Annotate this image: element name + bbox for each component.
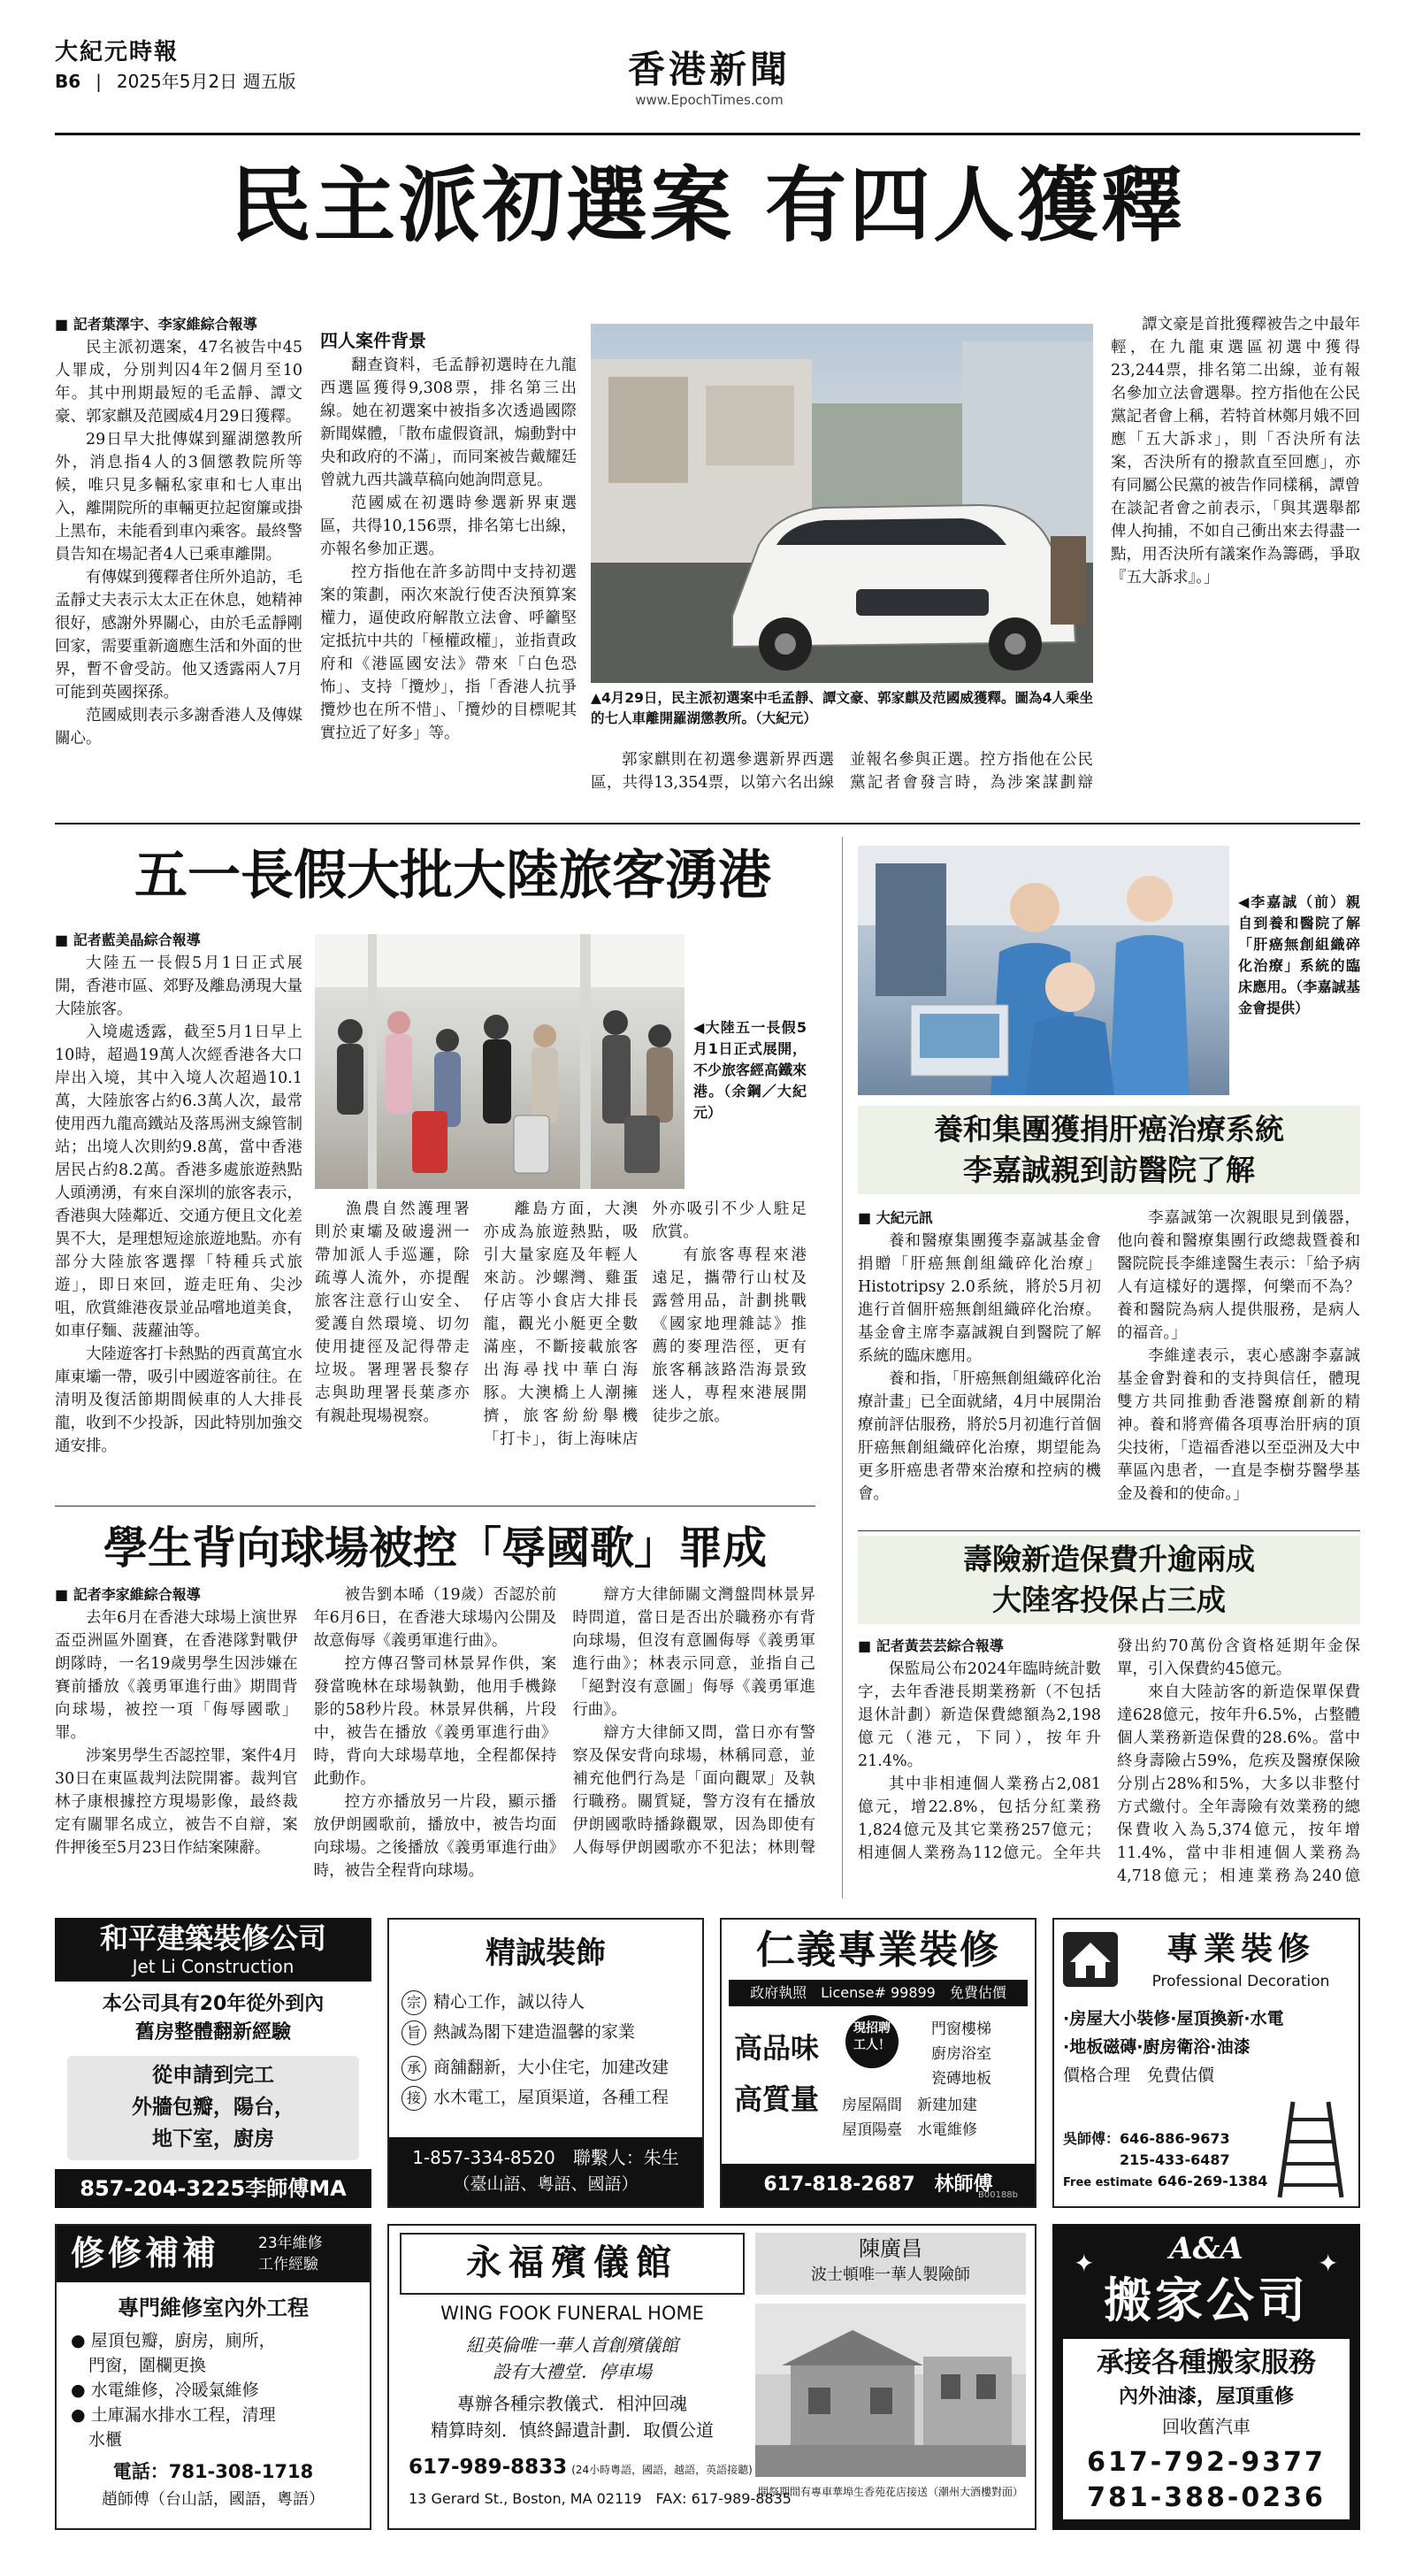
paper-logo: 大紀元時報 bbox=[55, 39, 180, 65]
ad-line: 外牆包瓣，陽台， bbox=[132, 2096, 294, 2119]
ad-contacts[interactable] bbox=[1063, 2128, 1275, 2194]
ad-line: 門窗，圍欄更換 bbox=[88, 2356, 207, 2375]
service-item: 水電維修 bbox=[917, 2121, 977, 2139]
story1-photo-caption: ▲4月29日，民主派初選案中毛孟靜、譚文豪、郭家麒及范國威獲釋。圖為4人乘坐的七人車離開羅湖懲教所。（大紀元） bbox=[591, 690, 1093, 726]
ad-aa-moving[interactable] bbox=[1052, 2224, 1360, 2530]
ad-line: 精心工作，誠以待人 bbox=[433, 1992, 585, 2012]
phone-number[interactable]: 1-857-334-8520 bbox=[412, 2147, 555, 2168]
page-number: B6 | 2025年5月2日 週五版 bbox=[55, 71, 296, 92]
website: www.EpochTimes.com bbox=[635, 92, 784, 108]
contact-name: 聯繫人：朱生 bbox=[572, 2147, 679, 2168]
story3-para: 辯方大律師關文灣盤問林景昇時問道，當日是否出於職務亦有背向球場，但沒有意圖侮辱《義勇軍進行曲》；林表示同意，並指自己「絕對沒有意圖」侮辱《義勇軍進行曲》。 bbox=[572, 1586, 815, 1719]
ad-yanyee-renovation[interactable] bbox=[720, 1918, 1036, 2208]
phone-number[interactable]: 857-204-3225 bbox=[80, 2176, 246, 2201]
ad-phone[interactable] bbox=[389, 2144, 702, 2171]
service-item: 門窗樓梯 bbox=[931, 2020, 991, 2038]
ad-company-name-en: Jet Li Construction bbox=[132, 1956, 294, 1977]
ad-company-name-en: WING FOOK FUNERAL HOME bbox=[440, 2303, 704, 2324]
ad-line: ● 屋頂包瓣，廚房，廁所， bbox=[71, 2331, 276, 2350]
story2-col2 bbox=[315, 1198, 807, 1495]
ad-subtitle: 專門維修室內外工程 bbox=[118, 2296, 309, 2320]
story1-para: 郭家麒則在初選參選新界西選區，共得13,354票，以第六名出線並報名參與正選。控方指他在公民黨記者會發言時，為涉案謀劃辯 bbox=[591, 751, 1093, 792]
story1-headline: 民主派初選案 有四人獲釋 bbox=[229, 157, 1186, 253]
story3-para: 控方傳召警司林景昇作供，案發當晚林在球場執勤，他用手機錄影的58秒片段。林景昇供稱，片段中，被告在播放《義勇軍進行曲》時，背向大球場草地，全程都保持此動作。 bbox=[313, 1655, 557, 1788]
ad-language-note: （臺山語、粵語、國語） bbox=[453, 2174, 639, 2194]
phone-number[interactable]: 781-388-0236 bbox=[1087, 2482, 1326, 2513]
story4-para: 李嘉誠第一次親眼見到儀器，他向養和醫療集團行政總裁暨養和醫院院長李維達醫生表示：「給予病人有這樣好的選擇，何樂而不為？養和醫院為病人提供服務，是病人的福音。」 bbox=[1117, 1209, 1360, 1342]
ad-line: 專辦各種宗教儀式．相沖回魂 bbox=[457, 2393, 687, 2414]
ad-phone[interactable] bbox=[409, 2452, 753, 2485]
ad-company-name: 修修補補 bbox=[71, 2233, 220, 2273]
story2-para: 離島方面，大澳亦成為旅遊熱點，吸引大量家庭及年輕人來訪。沙螺灣、雞蛋仔店等小食店大排長龍，觀光小艇更全數滿座，不斷接載旅客出海尋找中華白海豚。大澳橋上人潮擁擠，旅客紛紛舉機「打卡」，街上海味店外亦吸引不少人駐足欣賞。 bbox=[483, 1200, 807, 1448]
story2-para: 大陸遊客打卡熱點的西貢萬宜水庫東壩一帶，吸引中國遊客前往。在清明及復活節期間候車的人大排長龍，收到不少投訴，因此特別加強交通安排。 bbox=[55, 1346, 302, 1455]
ad-line: 設有大禮堂．停車場 bbox=[493, 2361, 652, 2382]
ad-company-name: 永福殯儀館 bbox=[466, 2242, 678, 2283]
ad-slogan: 高質量 bbox=[734, 2082, 820, 2116]
star-icon: ✦ bbox=[1074, 2249, 1095, 2278]
phone-note: (24小時粵語，國語，越語，英語接聽) bbox=[571, 2464, 753, 2476]
masthead bbox=[55, 34, 1360, 131]
hiring-badge: 現招聘工人！ bbox=[845, 2015, 899, 2068]
ad-list bbox=[402, 1987, 693, 2112]
phone-number[interactable]: 617-818-2687 bbox=[763, 2174, 915, 2196]
ad-line: ·房屋大小裝修·屋頂換新·水電 bbox=[1063, 2009, 1284, 2028]
story4-para: 養和醫療集團獲李嘉誠基金會捐贈「肝癌無創組織碎化治療」Histotripsy 2.0系統，將於5月初進行首個肝癌無創組織碎化治療。基金會主席李嘉誠親自到醫院了解系統的臨床應用。 bbox=[858, 1232, 1101, 1365]
contact-name: 李師傅MA bbox=[245, 2176, 347, 2201]
story1-para: 29日早大批傳媒到羅湖懲教所外，消息指4人的3個懲教院所等候，唯只見多輛私家車和七人車出入，離開院所的車輛更拉起窗簾或掛上黑布，未能看到車內乘客。最終警員告知在場記者4人已乘車離開。 bbox=[55, 431, 302, 564]
ad-line: 地下室，廚房 bbox=[152, 2128, 274, 2150]
story3-byline: ■ 記者李家維綜合報導 bbox=[55, 1583, 298, 1606]
issue-date: 2025年5月2日 週五版 bbox=[116, 71, 296, 92]
story4-headline bbox=[858, 1106, 1360, 1194]
story4-para: 李維達表示，衷心感謝李嘉誠基金會對養和的支持與信任，體現雙方共同推動香港醫療創新的精神。養和將齊備各項專治肝病的頂尖技術，「造福香港以至亞洲及大中華區內患者，一直是李樹芬醫學基金及養和的使命。」 bbox=[1117, 1347, 1360, 1503]
ad-code: B00188b bbox=[978, 2190, 1019, 2200]
story4-photo-caption: ◀李嘉誠（前）親自到養和醫院了解「肝癌無創組織碎化治療」系統的臨床應用。（李嘉誠基金會提供） bbox=[1238, 893, 1360, 1016]
story-divider bbox=[858, 1530, 1360, 1531]
ad-services bbox=[1063, 2005, 1355, 2089]
story4-body bbox=[858, 1207, 1360, 1522]
section-code: B6 bbox=[55, 71, 81, 92]
story1-byline: ■ 記者葉澤宇、李家維綜合報導 bbox=[55, 313, 302, 336]
ad-repair-service[interactable] bbox=[55, 2224, 371, 2530]
ad-line: 本公司具有20年從外到內 bbox=[102, 1993, 325, 2015]
service-item: 房屋隔間 bbox=[842, 2097, 902, 2114]
phone-number[interactable]: 781-308-1718 bbox=[168, 2461, 314, 2482]
star-icon: ✦ bbox=[1318, 2249, 1339, 2278]
story1-col3 bbox=[591, 748, 1093, 807]
story4-headline-line1: 養和集團獲捐肝癌治療系統 bbox=[934, 1112, 1284, 1146]
contact-name: 林師傅 bbox=[934, 2174, 993, 2196]
ad-wing-fook-funeral[interactable] bbox=[387, 2224, 1036, 2530]
phone-number[interactable]: 617-792-9377 bbox=[1087, 2447, 1326, 2478]
ad-line: 商舖翻新，大小住宅，加建改建 bbox=[433, 2058, 669, 2077]
ad-company-name: 搬家公司 bbox=[1104, 2272, 1309, 2328]
photo-note: 開祭期間有專車華埠生香苑花店接送（潮州大酒樓對面） bbox=[757, 2486, 1023, 2498]
ad-line: ·地板磁磚·廚房衛浴·油漆 bbox=[1063, 2037, 1251, 2057]
ad-license: 政府執照 License# 99899 免費估價 bbox=[750, 1984, 1006, 2001]
story3-body bbox=[55, 1583, 815, 1898]
story2-byline: ■ 記者藍美晶綜合報導 bbox=[55, 929, 302, 952]
story1-para: 范國威在初選時參選新界東選區，共得10,156票，排名第七出線，亦報名參加正選。 bbox=[320, 494, 577, 558]
tag-circle: 宗 bbox=[402, 1990, 426, 2015]
ad-line: 回收舊汽車 bbox=[1162, 2416, 1251, 2437]
ad-services-2 bbox=[842, 2093, 1028, 2143]
ladder-icon bbox=[1275, 2093, 1346, 2199]
story3-para: 辯方大律師又問，當日亦有警察及保安背向球場，林稱同意，並補充他們行為是「面向觀眾」及執行職務。關質疑，警方沒有在播放伊朗國歌時播錄觀眾，因為即使有人侮辱伊朗國歌亦不犯法；林則聲 bbox=[572, 1724, 815, 1857]
story2-col1 bbox=[55, 929, 302, 1495]
van-illustration bbox=[591, 324, 1093, 683]
ad-address: 13 Gerard St., Boston, MA 02119 FAX: 617-989-8835 bbox=[409, 2490, 792, 2507]
phone-number[interactable]: 617-989-8833 bbox=[409, 2456, 568, 2479]
crowd-illustration bbox=[315, 934, 685, 1189]
story2-para: 入境處透露，截至5月1日早上10時，超過19萬人次經香港各大口岸出入境，其中入境人次超過10.1萬，大陸旅客占約6.3萬人次，最常使用西九龍高鐵站及落馬洲支線管制站；出境人次則約9.8萬，當中香港居民占約8.2萬。香港多處旅遊熱點人頭湧湧，有來自深圳的旅客表示，香港與大陸鄰近、交通方便且文化差異不大，是理想短途旅遊地點。亦有部分大陸旅客選擇「特種兵式旅遊」，即日來回，遊走旺角、尖沙咀，欣賞維港夜景並品嚐地道美食，如車仔麵、菠蘿油等。 bbox=[55, 1024, 302, 1340]
service-item: 瓷磚地板 bbox=[931, 2070, 991, 2088]
ad-professional-decoration[interactable] bbox=[1052, 1918, 1360, 2208]
phone-number[interactable]: 646-886-9673 bbox=[1120, 2130, 1230, 2147]
story5-para: 保監局公布2024年臨時統計數字，去年香港長期業務新（不包括退休計劃）新造保費總額為2,198億元（港元，下同），按年升21.4%。 bbox=[858, 1660, 1101, 1770]
ad-company-name-en: Professional Decoration bbox=[1151, 1973, 1330, 1990]
ad-tag: 工作經驗 bbox=[258, 2256, 318, 2273]
ad-line: 水木電工，屋頂渠道，各種工程 bbox=[433, 2088, 669, 2107]
tag-circle: 接 bbox=[402, 2086, 426, 2111]
story4-headline-line2: 李嘉誠親到訪醫院了解 bbox=[963, 1153, 1255, 1187]
story1-para: 民主派初選案，47名被告中45人罪成，分別判囚4年2個月至10年。其中刑期最短的毛孟靜、譚文豪、郭家麒及范國威4月29日獲釋。 bbox=[55, 339, 302, 426]
story5-body bbox=[858, 1635, 1360, 1898]
ad-cheng-decoration[interactable] bbox=[387, 1918, 704, 2208]
story3-para: 去年6月在香港大球場上演世界盃亞洲區外圍賽，在香港隊對戰伊朗隊時，一名19歲男學生因涉嫌在賽前播放《義勇軍進行曲》期間背向球場，被控一項「侮辱國歌」罪。 bbox=[55, 1609, 298, 1742]
ad-line: 精算時刻．慎終歸遺計劃．取價公道 bbox=[431, 2419, 714, 2441]
story1-col4 bbox=[1111, 313, 1360, 807]
ad-line: 紐英倫唯一華人首創殯儀館 bbox=[466, 2334, 678, 2356]
house-tools-icon bbox=[1063, 1932, 1118, 1987]
ad-services bbox=[895, 2017, 1028, 2091]
phone-number[interactable]: 646-269-1384 bbox=[1157, 2173, 1268, 2189]
hospital-illustration bbox=[858, 846, 1229, 1095]
ad-company-name: 和平建築裝修公司 bbox=[99, 1921, 326, 1955]
owner-name: 陳廣昌 bbox=[859, 2236, 922, 2261]
story3-para: 涉案男學生否認控罪，案件4月30日在東區裁判法院開審。裁判官林子康根據控方現場影像，最終裁定有關罪名成立，被告不自辯，案件押後至5月23日作結案陳辭。 bbox=[55, 1747, 298, 1857]
funeral-home-photo bbox=[755, 2304, 1026, 2477]
story1-photo bbox=[591, 324, 1093, 683]
story1-col1 bbox=[55, 313, 302, 807]
ad-line: 從申請到完工 bbox=[152, 2064, 274, 2087]
tag-circle: 承 bbox=[402, 2056, 426, 2081]
ad-line: 承接各種搬家服務 bbox=[1097, 2347, 1316, 2379]
story5-para: 來自大陸訪客的新造保單保費達628億元，按年升6.5%，占整體個人業務新造保費的28.6%。當中終身壽險占59%，危疾及醫療保險分別占28%和5%，大多以非整付方式繳付。全年壽險有效業務的總保費收入為5,374億元，按年增11.4%，當中非相連個人業務為4,718億元；相連業務為240億 bbox=[1117, 1683, 1360, 1885]
story1-para: 有傳媒到獲釋者住所外追訪，毛孟靜丈夫表示太太正在休息，她精神很好，感謝外界關心，由於毛孟靜剛回家，需要重新適應生活和外面的世界，暫不會受訪。他又透露兩人7月可能到英國探孫。 bbox=[55, 569, 302, 702]
ad-slogan: 高品味 bbox=[734, 2031, 820, 2065]
phone-label: 電話： bbox=[112, 2461, 169, 2482]
story1-para: 翻查資料，毛孟靜初選時在九龍西選區獲得9,308票，排名第三出線。她在初選案中被指多次透過國際新聞媒體，「散布虛假資訊，煽動對中央和政府的不滿」，而同案被告戴耀廷曾就九西共識草稿向她詢問意見。 bbox=[320, 356, 577, 489]
story4-para: 養和指，「肝癌無創組織碎化治療計畫」已全面就緒，4月中展開治療前評估服務，將於5月初進行首個肝癌無創組織碎化治療，期望能為更多肝癌患者帶來治療和控病的機會。 bbox=[858, 1370, 1101, 1503]
story2-headline: 五一長假大批大陸旅客湧港 bbox=[134, 845, 771, 907]
story5-para: 其中非相連個人業務占2,081億元，增22.8%，包括分紅業務1,824億元及其它業務257億元；相連個人業務為112億元。全年共發出約70萬份含資格延期年金保單，引入保費約45億元。 bbox=[858, 1637, 1360, 1862]
story5-headline-line2: 大陸客投保占三成 bbox=[992, 1583, 1226, 1617]
story2-photo-caption: ◀大陸五一長假5月1日正式展開，不少旅客經高鐵來港。（余鋼／大紀元） bbox=[693, 1019, 807, 1121]
service-item: 新建加建 bbox=[917, 2097, 977, 2114]
ad-list bbox=[71, 2328, 363, 2452]
masthead-rule bbox=[55, 133, 1360, 135]
section-rule bbox=[55, 823, 1360, 824]
story2-photo bbox=[315, 934, 685, 1189]
ad-line: 舊房整體翻新經驗 bbox=[134, 2021, 291, 2043]
ad-line: 熱誠為閣下建造溫馨的家業 bbox=[433, 2022, 636, 2042]
story1-col2 bbox=[320, 327, 577, 807]
ad-company-name: 仁義專業裝修 bbox=[756, 1928, 1000, 1973]
story2-para: 大陸五一長假5月1日正式展開，香港市區、郊野及離島湧現大量大陸旅客。 bbox=[55, 954, 302, 1018]
story5-headline bbox=[858, 1536, 1360, 1624]
story1-subhead: 四人案件背景 bbox=[320, 330, 426, 351]
contact-name: 趙師傅（台山話，國語，粵語） bbox=[102, 2490, 325, 2509]
column-divider bbox=[842, 837, 843, 1898]
free-estimate: Free estimate bbox=[1063, 2176, 1153, 2189]
story2-para: 有旅客專程來港遠足，攜帶行山杖及露營用品，計劃挑戰《國家地理雜誌》推薦的麥理浩徑，更有旅客稱該路浩海景致迷人，專程來港展開徒步之旅。 bbox=[652, 1246, 807, 1425]
service-item: 屋頂陽臺 bbox=[842, 2121, 902, 2139]
ad-line: 價格合理 免費估價 bbox=[1063, 2066, 1215, 2085]
story3-para: 被告劉本晞（19歲）否認於前年6月6日，在香港大球場內公開及故意侮辱《義勇軍進行曲》。 bbox=[313, 1586, 557, 1650]
story1-para: 范國威則表示多謝香港人及傳媒關心。 bbox=[55, 707, 302, 748]
story3-headline: 學生背向球場被控「辱國歌」罪成 bbox=[103, 1522, 767, 1574]
ad-line: ● 水電維修，冷暖氣維修 bbox=[71, 2380, 259, 2400]
story1-para: 譚文豪是首批獲釋被告之中最年輕，在九龍東選區初選中獲得23,244票，排名第二出線，並有報名參加立法會選舉。控方指他在公民黨記者會上稱，若特首林鄭月娥不回應「五大訴求」，則「否決所有法案，否決所有的撥款直至回應」，亦有同屬公民黨的被告作同樣稱，譚曾在談記者會之前表示，「與其選舉都俾人拘捕，不如自己衝出來去得盡一點，用否決所有議案作為籌碼，爭取『五大訴求』。」 bbox=[1111, 316, 1360, 586]
ad-phone[interactable] bbox=[55, 2173, 371, 2204]
phone-number[interactable]: 215-433-6487 bbox=[1120, 2151, 1230, 2168]
ad-line: 水櫃 bbox=[88, 2430, 123, 2450]
story4-byline: ■ 大紀元訊 bbox=[858, 1207, 1101, 1230]
ad-company-name: 專業裝修 bbox=[1166, 1930, 1315, 1967]
ad-line: 內外油漆，屋頂重修 bbox=[1118, 2386, 1294, 2408]
ad-title: 精誠裝飾 bbox=[486, 1936, 606, 1971]
section-title: 香港新聞 bbox=[627, 48, 791, 91]
story1-para: 控方指他在許多訪問中支持初選案的策劃，兩次來說行使否決預算案權力，逼使政府解散立法會、呼籲堅定抵抗中共的「極權政權」，並指責政府和《港區國安法》帶來「白色恐怖」、支持「攬炒」，指「香港人抗爭攬炒也在所不惜」、「攬炒的目標呢其實拉近了好多」等。 bbox=[320, 564, 577, 742]
story5-headline-line1: 壽險新造保費升逾兩成 bbox=[963, 1542, 1255, 1576]
building-illustration bbox=[755, 2304, 1026, 2477]
ad-jetli-construction[interactable] bbox=[55, 1918, 371, 2208]
story3-para: 控方亦播放另一片段，顯示播放伊朗國歌前，播放中，被告均面向球場。之後播放《義勇軍進行曲》時，被告全程背向球場。 bbox=[313, 1793, 557, 1880]
tag-circle: 旨 bbox=[402, 2020, 426, 2045]
story2-para: 漁農自然護理署則於東壩及破邊洲一帶加派人手巡邏，除疏導人流外，亦提醒旅客注意行山安全、愛護自然環境、切勿使用捷徑及記得帶走垃圾。署理署長黎存志與助理署長葉彥亦有親赴現場視察。 bbox=[315, 1200, 470, 1425]
ad-tag: 23年維修 bbox=[258, 2235, 323, 2252]
ad-phone[interactable] bbox=[57, 2457, 370, 2486]
story4-photo bbox=[858, 846, 1229, 1095]
owner-subtitle: 波士頓唯一華人製險師 bbox=[811, 2266, 970, 2284]
ad-line: ● 土庫漏水排水工程，清理 bbox=[71, 2405, 276, 2425]
ad-company-name-en: A&A bbox=[1169, 2231, 1243, 2266]
contact-name: 吳師傅： bbox=[1063, 2130, 1121, 2147]
service-item: 廚房浴室 bbox=[931, 2045, 991, 2063]
story5-byline: ■ 記者黃芸芸綜合報導 bbox=[858, 1635, 1101, 1658]
